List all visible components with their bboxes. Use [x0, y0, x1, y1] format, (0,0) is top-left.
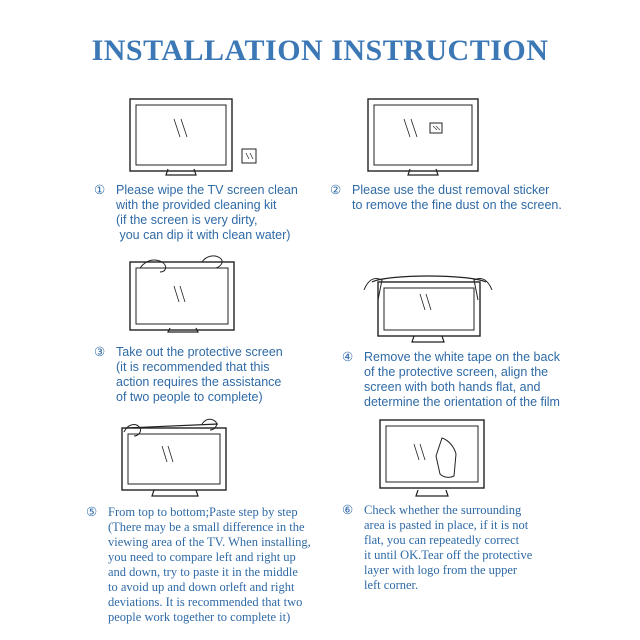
step-4: [342, 350, 560, 410]
step-2-illustration: [366, 97, 486, 177]
step-2: [330, 183, 562, 213]
step-3-illustration: [128, 254, 238, 334]
step-1: [94, 183, 298, 243]
step-5-text: From top to bottom;Paste step by step (There may be a small difference in the viewing area of the TV. When installing, you need to compare left and right up and down, try to paste it in the middle to avoid up and down orleft and right deviations. It is recommended that two people work together to complete it): [108, 505, 311, 624]
step-4-illustration: [358, 262, 498, 344]
step-1-illustration: [128, 97, 268, 177]
step-4-text: Remove the white tape on the back of the protective screen, align the screen with both hands flat, and determine the orientation of the film: [364, 350, 560, 409]
page-title: INSTALLATION INSTRUCTION: [91, 34, 549, 67]
step-6-number: ⑥: [342, 503, 354, 517]
step-2-text: Please use the dust removal sticker to remove the fine dust on the screen.: [352, 183, 562, 212]
step-3: [94, 345, 283, 405]
step-6-text: Check whether the surrounding area is pasted in place, if it is not flat, you can repeatedly correct it until OK.Tear off the protective layer with logo from the upper left corner.: [364, 503, 533, 592]
step-2-number: ②: [330, 183, 342, 197]
step-4-number: ④: [342, 350, 354, 364]
step-5-illustration: [118, 418, 230, 498]
step-1-text: Please wipe the TV screen clean with the provided cleaning kit (if the screen is very dirty, you can dip it with clean water): [116, 183, 298, 242]
step-5-number: ⑤: [86, 505, 98, 519]
step-3-text: Take out the protective screen (it is recommended that this action requires the assistance of two people to complete): [116, 345, 283, 404]
step-6: [342, 503, 532, 593]
step-1-number: ①: [94, 183, 106, 197]
step-3-number: ③: [94, 345, 106, 359]
step-5: [86, 505, 311, 625]
step-6-illustration: [378, 418, 488, 500]
